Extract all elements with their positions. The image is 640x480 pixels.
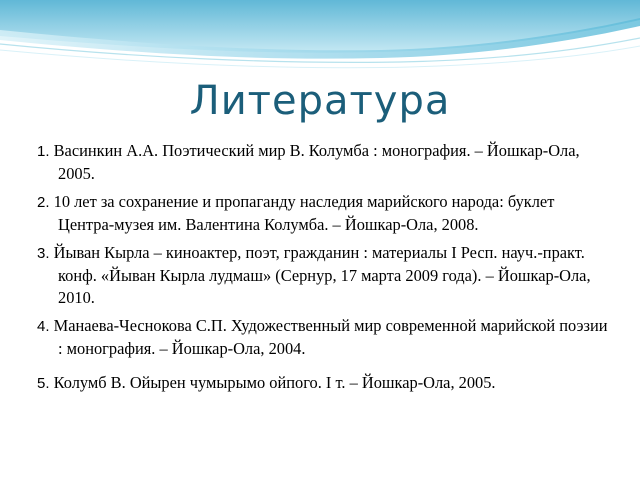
reference-number: 2. — [37, 194, 50, 211]
reference-number: 3. — [37, 245, 50, 262]
reference-item — [37, 242, 612, 309]
reference-number: 4. — [37, 318, 50, 335]
reference-text: Йыван Кырла – киноактер, поэт, гражданин : материалы I Респ. науч.-практ. конф. «Йыван Кырла лудмаш» (Сернур, 17 марта 2009 года). – Йошкар-Ола, 2010. — [53, 243, 591, 307]
reference-number: 5. — [37, 375, 50, 392]
reference-item — [37, 140, 612, 185]
reference-item — [37, 315, 612, 360]
wave-decoration — [0, 0, 640, 80]
reference-item — [37, 372, 612, 395]
reference-text: Манаева-Чеснокова С.П. Художественный мир современной марийской поэзии : монография. – Йошкар-Ола, 2004. — [53, 316, 608, 358]
reference-text: Васинкин А.А. Поэтический мир В. Колумба : монография. – Йошкар-Ола, 2005. — [53, 141, 580, 183]
reference-text: Колумб В. Ойырен чумырымо ойпого. I т. – Йошкар-Ола, 2005. — [53, 373, 496, 392]
reference-list — [37, 140, 612, 401]
slide-title: Литература — [189, 78, 451, 124]
reference-number: 1. — [37, 143, 50, 160]
reference-text: 10 лет за сохранение и пропаганду наследия марийского народа: буклет Центра-музея им. Валентина Колумба. – Йошкар-Ола, 2008. — [53, 192, 555, 234]
reference-item — [37, 191, 612, 236]
